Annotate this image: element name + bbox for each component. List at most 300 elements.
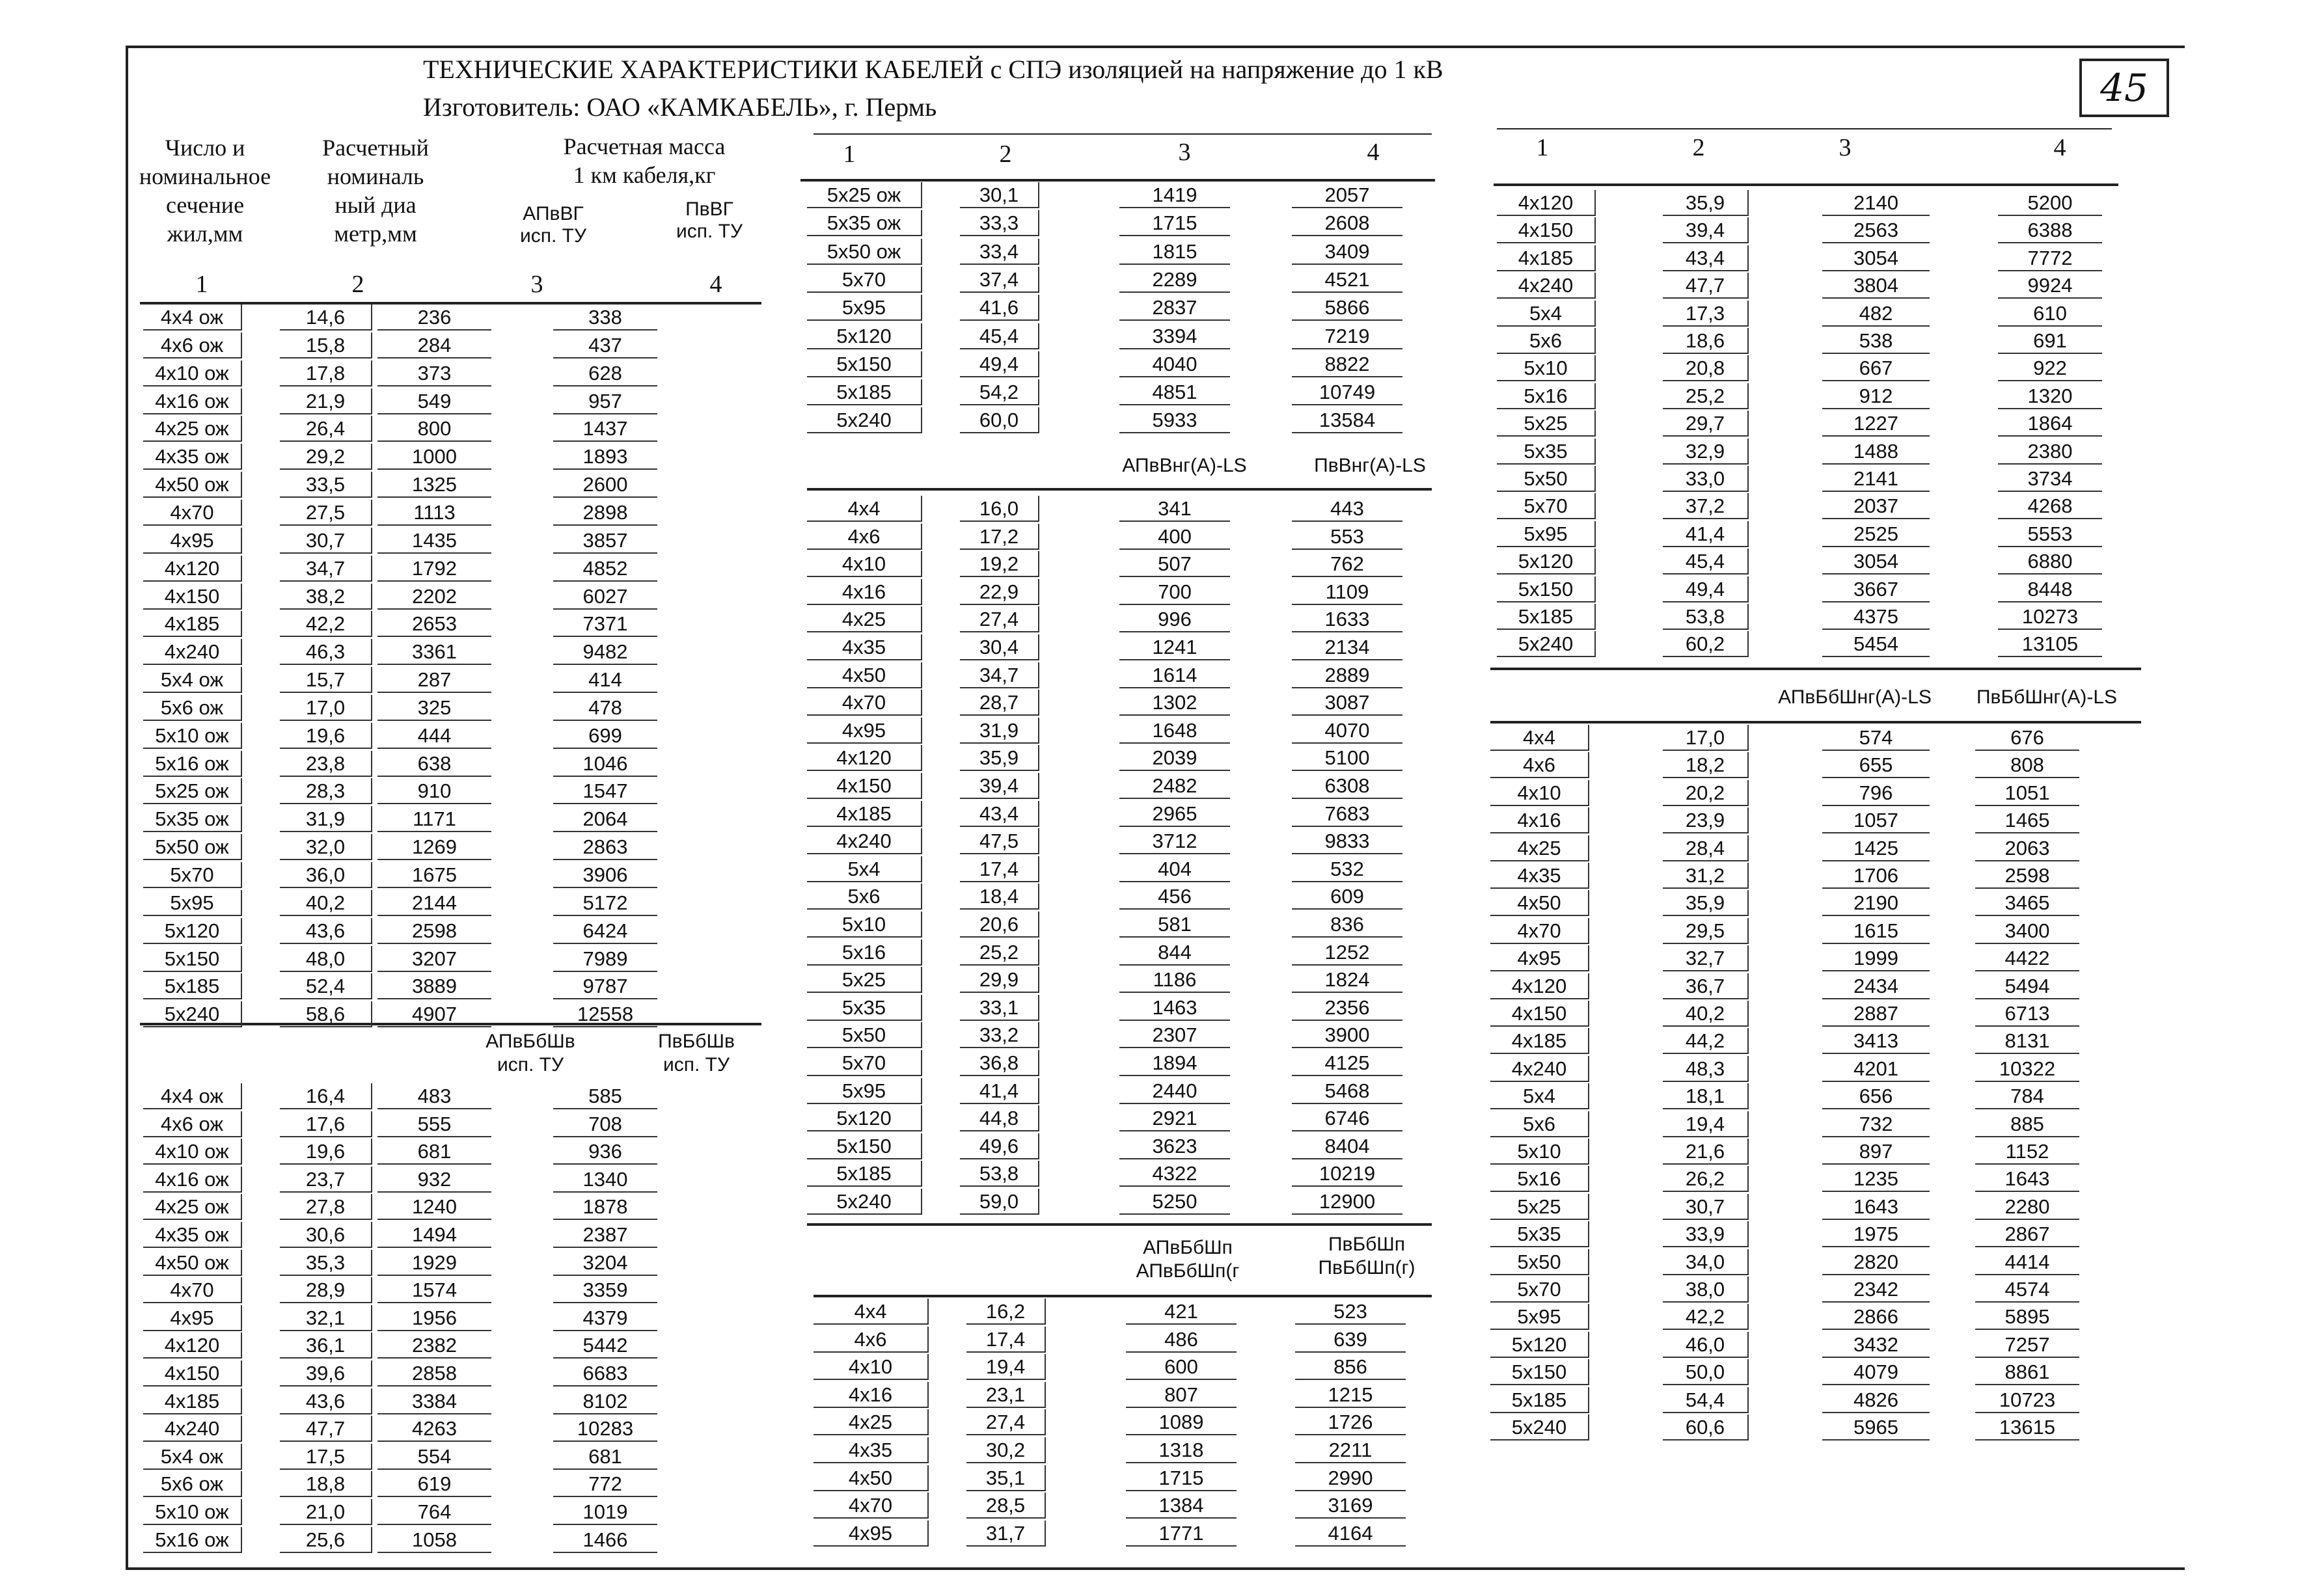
mass-col3-cell: 2202 bbox=[377, 584, 491, 610]
mass-col4-cell: 532 bbox=[1292, 856, 1402, 882]
cross-section-cell: 5x150 bbox=[807, 351, 922, 377]
diameter-cell: 16,0 bbox=[960, 496, 1039, 522]
table-row bbox=[807, 745, 1370, 771]
mass-col3-cell: 1325 bbox=[377, 472, 491, 498]
mass-col3-cell: 1648 bbox=[1119, 718, 1230, 744]
s7-header-col3: АПвБбШнг(А)-LS bbox=[1778, 686, 1932, 708]
diameter-cell: 25,2 bbox=[1663, 383, 1749, 409]
mass-col4-cell: 639 bbox=[1295, 1327, 1406, 1353]
mass-col4-cell: 3409 bbox=[1292, 239, 1402, 265]
mass-col4-cell: 772 bbox=[553, 1471, 657, 1497]
mass-col3-cell: 5933 bbox=[1119, 407, 1230, 433]
diameter-cell: 20,8 bbox=[1663, 355, 1749, 381]
diameter-cell: 36,0 bbox=[280, 862, 372, 888]
cross-section-cell: 4x70 bbox=[143, 1277, 242, 1303]
mass-col4-cell: 1633 bbox=[1292, 606, 1402, 632]
table-row bbox=[143, 834, 628, 860]
colnum-right-1: 1 bbox=[1536, 134, 1549, 161]
cross-section-cell: 5x16 ож bbox=[143, 1527, 242, 1553]
mass-col3-cell: 3667 bbox=[1822, 576, 1930, 602]
s5-rule-top bbox=[807, 1223, 1432, 1226]
mass-col4-cell: 2064 bbox=[553, 806, 657, 832]
table-row bbox=[143, 388, 622, 414]
table-row bbox=[143, 1277, 628, 1303]
diameter-cell: 23,7 bbox=[280, 1167, 372, 1193]
header-rule-right bbox=[1494, 183, 2118, 186]
table-row bbox=[807, 1050, 1370, 1076]
diameter-cell: 19,6 bbox=[280, 723, 372, 749]
page-number: 45 bbox=[2079, 59, 2169, 117]
diameter-cell: 28,7 bbox=[960, 690, 1039, 716]
mass-col3-cell: 1425 bbox=[1822, 835, 1930, 861]
s2-header-col3: АПвБбШв исп. ТУ bbox=[485, 1031, 575, 1075]
mass-col4-cell: 4414 bbox=[1975, 1249, 2079, 1275]
mass-col4-cell: 1864 bbox=[1998, 411, 2102, 437]
mass-col3-cell: 1302 bbox=[1119, 690, 1230, 716]
diameter-cell: 30,2 bbox=[966, 1437, 1046, 1463]
cross-section-cell: 5x16 bbox=[807, 940, 922, 966]
diameter-cell: 41,6 bbox=[960, 295, 1039, 321]
mass-col3-cell: 2039 bbox=[1119, 745, 1230, 771]
mass-col3-cell: 3394 bbox=[1119, 323, 1230, 349]
cross-section-cell: 4x150 bbox=[1490, 1001, 1589, 1027]
table-row bbox=[143, 1332, 628, 1359]
mass-col3-cell: 1057 bbox=[1822, 807, 1930, 833]
mass-col3-cell: 3432 bbox=[1822, 1332, 1930, 1358]
table-row bbox=[143, 1416, 634, 1442]
mass-col4-cell: 5200 bbox=[1998, 190, 2102, 216]
diameter-cell: 35,9 bbox=[1663, 190, 1749, 216]
mass-col3-cell: 1235 bbox=[1822, 1166, 1930, 1192]
cross-section-cell: 5x95 bbox=[807, 1078, 922, 1104]
mass-col3-cell: 1894 bbox=[1119, 1050, 1230, 1076]
mass-col3-cell: 1815 bbox=[1119, 239, 1230, 265]
mass-col3-cell: 1956 bbox=[377, 1305, 491, 1331]
mass-col4-cell: 3400 bbox=[1975, 918, 2079, 944]
cross-section-cell: 4x10 bbox=[814, 1354, 929, 1380]
cross-section-cell: 5x120 bbox=[1497, 548, 1596, 575]
cross-section-cell: 4x6 ож bbox=[143, 1111, 242, 1137]
table-row bbox=[143, 890, 628, 916]
mass-col4-cell: 8102 bbox=[553, 1388, 657, 1414]
mass-col4-cell: 3204 bbox=[553, 1250, 657, 1276]
mass-col3-cell: 1419 bbox=[1119, 182, 1230, 208]
mass-col4-cell: 7683 bbox=[1292, 801, 1402, 827]
table-row bbox=[143, 611, 628, 637]
mass-col3-cell: 2440 bbox=[1119, 1078, 1230, 1104]
mass-col3-cell: 619 bbox=[377, 1471, 491, 1497]
table-row bbox=[1490, 945, 2050, 971]
diameter-cell: 36,8 bbox=[960, 1050, 1039, 1076]
table-row bbox=[143, 918, 628, 944]
mass-col3-cell: 1715 bbox=[1119, 210, 1230, 236]
cross-section-cell: 4x50 bbox=[807, 662, 922, 688]
mass-col4-cell: 5442 bbox=[553, 1332, 657, 1359]
mass-col3-cell: 486 bbox=[1126, 1327, 1237, 1353]
mass-col3-cell: 2820 bbox=[1822, 1249, 1930, 1275]
table-row bbox=[1490, 973, 2050, 999]
diameter-cell: 21,9 bbox=[280, 388, 372, 414]
mass-col4-cell: 9924 bbox=[1998, 273, 2102, 299]
title-line-2: Изготовитель: ОАО «КАМКАБЕЛЬ», г. Пермь bbox=[423, 92, 937, 122]
cross-section-cell: 4x25 bbox=[814, 1409, 929, 1435]
cross-section-cell: 5x35 bbox=[1497, 439, 1596, 465]
mass-col4-cell: 1465 bbox=[1975, 807, 2079, 833]
header-col34: Расчетная масса 1 км кабеля,кг bbox=[563, 133, 726, 188]
diameter-cell: 44,2 bbox=[1663, 1028, 1749, 1054]
table-row bbox=[143, 1388, 628, 1414]
diameter-cell: 45,4 bbox=[1663, 548, 1749, 575]
table-row bbox=[807, 295, 1370, 321]
mass-col3-cell: 1058 bbox=[377, 1527, 491, 1553]
mass-col4-cell: 1547 bbox=[553, 778, 657, 804]
mass-col4-cell: 8448 bbox=[1998, 576, 2102, 602]
diameter-cell: 47,7 bbox=[1663, 273, 1749, 299]
mass-col3-cell: 932 bbox=[377, 1167, 491, 1193]
table-row bbox=[143, 639, 628, 665]
diameter-cell: 53,8 bbox=[960, 1161, 1039, 1187]
mass-col4-cell: 10749 bbox=[1292, 379, 1402, 405]
diameter-cell: 35,9 bbox=[960, 745, 1039, 771]
cross-section-cell: 4x4 bbox=[1490, 725, 1589, 751]
mass-col4-cell: 2867 bbox=[1975, 1221, 2079, 1247]
cross-section-cell: 5x70 bbox=[1490, 1277, 1589, 1303]
s4-rule bbox=[807, 488, 1432, 491]
table-row bbox=[143, 500, 628, 526]
mass-col3-cell: 2141 bbox=[1822, 466, 1930, 492]
cross-section-cell: 5x35 bbox=[1490, 1221, 1589, 1247]
table-row bbox=[807, 210, 1370, 236]
diameter-cell: 23,1 bbox=[966, 1382, 1046, 1408]
cross-section-cell: 5x240 bbox=[807, 407, 922, 433]
table-row bbox=[807, 967, 1370, 993]
table-row bbox=[143, 1194, 628, 1220]
mass-col4-cell: 8822 bbox=[1292, 351, 1402, 377]
table-row bbox=[143, 751, 628, 777]
mass-col4-cell: 3465 bbox=[1975, 890, 2079, 916]
mass-col3-cell: 3413 bbox=[1822, 1028, 1930, 1054]
mass-col3-cell: 2289 bbox=[1119, 267, 1230, 293]
mass-col3-cell: 1089 bbox=[1126, 1409, 1237, 1435]
mass-col4-cell: 628 bbox=[553, 360, 657, 386]
mass-col3-cell: 1715 bbox=[1126, 1465, 1237, 1491]
diameter-cell: 29,9 bbox=[960, 967, 1039, 993]
mass-col4-cell: 2057 bbox=[1292, 182, 1402, 208]
diameter-cell: 27,4 bbox=[966, 1409, 1046, 1435]
cross-section-cell: 5x4 bbox=[807, 856, 922, 882]
mass-col4-cell: 414 bbox=[553, 667, 657, 693]
diameter-cell: 42,2 bbox=[1663, 1304, 1749, 1330]
table-row bbox=[1490, 1111, 2044, 1137]
table-row bbox=[143, 1305, 628, 1331]
mass-col3-cell: 581 bbox=[1119, 912, 1230, 938]
mass-col4-cell: 10322 bbox=[1975, 1056, 2079, 1082]
diameter-cell: 16,2 bbox=[966, 1299, 1046, 1325]
mass-col3-cell: 681 bbox=[377, 1139, 491, 1165]
mass-col3-cell: 1643 bbox=[1822, 1194, 1930, 1220]
cross-section-cell: 5x25 bbox=[1497, 411, 1596, 437]
mass-col4-cell: 6027 bbox=[553, 584, 657, 610]
diameter-cell: 26,2 bbox=[1663, 1166, 1749, 1192]
cross-section-cell: 5x4 ож bbox=[143, 667, 242, 693]
table-row bbox=[143, 360, 622, 386]
mass-col3-cell: 796 bbox=[1822, 780, 1930, 806]
table-row bbox=[143, 1360, 628, 1386]
cross-section-cell: 4x185 bbox=[1490, 1028, 1589, 1054]
mass-col3-cell: 341 bbox=[1119, 496, 1230, 522]
mass-col3-cell: 2037 bbox=[1822, 493, 1930, 519]
cross-section-cell: 4x95 bbox=[143, 528, 242, 554]
s2-header-col4: ПвБбШв исп. ТУ bbox=[658, 1031, 735, 1075]
diameter-cell: 34,7 bbox=[960, 662, 1039, 688]
cross-section-cell: 5x25 bbox=[1490, 1194, 1589, 1220]
mass-col4-cell: 9482 bbox=[553, 639, 657, 665]
table-row bbox=[807, 718, 1370, 744]
mass-col4-cell: 13615 bbox=[1975, 1414, 2079, 1440]
table-row bbox=[143, 973, 628, 999]
cross-section-cell: 5x10 ож bbox=[143, 723, 242, 749]
mass-col3-cell: 2653 bbox=[377, 611, 491, 637]
cross-section-cell: 5x6 ож bbox=[143, 695, 242, 721]
mass-col4-cell: 12900 bbox=[1292, 1189, 1402, 1215]
table-row bbox=[143, 472, 628, 498]
diameter-cell: 30,1 bbox=[960, 182, 1039, 208]
cross-section-cell: 5x10 bbox=[1497, 355, 1596, 381]
mass-col3-cell: 5250 bbox=[1119, 1189, 1230, 1215]
cross-section-cell: 4x25 bbox=[807, 606, 922, 632]
colnum-2: 2 bbox=[351, 271, 364, 298]
mass-col3-cell: 844 bbox=[1119, 940, 1230, 966]
diameter-cell: 17,6 bbox=[280, 1111, 372, 1137]
table-row bbox=[807, 182, 1370, 208]
diameter-cell: 28,5 bbox=[966, 1493, 1046, 1519]
diameter-cell: 41,4 bbox=[960, 1078, 1039, 1104]
mass-col4-cell: 478 bbox=[553, 695, 657, 721]
mass-col4-cell: 7257 bbox=[1975, 1332, 2079, 1358]
mass-col4-cell: 13105 bbox=[1998, 631, 2102, 657]
mass-col4-cell: 2889 bbox=[1292, 662, 1402, 688]
cross-section-cell: 5x120 bbox=[1490, 1332, 1589, 1358]
mass-col3-cell: 2858 bbox=[377, 1360, 491, 1386]
mass-col3-cell: 5454 bbox=[1822, 631, 1930, 657]
mass-col4-cell: 808 bbox=[1975, 752, 2079, 778]
mass-col4-cell: 9787 bbox=[553, 973, 657, 999]
cross-section-cell: 5x185 bbox=[807, 1161, 922, 1187]
cross-section-cell: 4x120 bbox=[1497, 190, 1596, 216]
table-row bbox=[143, 1499, 628, 1525]
table-row bbox=[1490, 1414, 2056, 1440]
mass-col3-cell: 2144 bbox=[377, 890, 491, 916]
mass-col3-cell: 1384 bbox=[1126, 1493, 1237, 1519]
mass-col4-cell: 699 bbox=[553, 723, 657, 749]
diameter-cell: 43,6 bbox=[280, 918, 372, 944]
cross-section-cell: 5x70 bbox=[143, 862, 242, 888]
table-row bbox=[807, 662, 1370, 688]
mass-col4-cell: 9833 bbox=[1292, 828, 1402, 854]
diameter-cell: 36,1 bbox=[280, 1332, 372, 1359]
mass-col4-cell: 2387 bbox=[553, 1222, 657, 1248]
table-row bbox=[1490, 1056, 2056, 1082]
mass-col3-cell: 555 bbox=[377, 1111, 491, 1137]
table-row bbox=[807, 267, 1370, 293]
diameter-cell: 59,0 bbox=[960, 1189, 1039, 1215]
diameter-cell: 29,7 bbox=[1663, 411, 1749, 437]
mass-col4-cell: 1019 bbox=[553, 1499, 657, 1525]
cross-section-cell: 4x50 bbox=[1490, 890, 1589, 916]
diameter-cell: 47,7 bbox=[280, 1416, 372, 1442]
table-row bbox=[1490, 918, 2050, 944]
diameter-cell: 49,4 bbox=[960, 351, 1039, 377]
mass-col4-cell: 676 bbox=[1975, 725, 2079, 751]
diameter-cell: 43,6 bbox=[280, 1388, 372, 1414]
cross-section-cell: 4x6 bbox=[1490, 752, 1589, 778]
colnum-1: 1 bbox=[195, 271, 208, 298]
mass-col4-cell: 4125 bbox=[1292, 1050, 1402, 1076]
diameter-cell: 46,3 bbox=[280, 639, 372, 665]
diameter-cell: 19,4 bbox=[1663, 1111, 1749, 1137]
diameter-cell: 18,1 bbox=[1663, 1083, 1749, 1109]
mass-col3-cell: 2434 bbox=[1822, 973, 1930, 999]
diameter-cell: 60,6 bbox=[1663, 1414, 1749, 1440]
cross-section-cell: 5x6 bbox=[1497, 328, 1596, 354]
diameter-cell: 54,4 bbox=[1663, 1387, 1749, 1413]
diameter-cell: 27,8 bbox=[280, 1194, 372, 1220]
table-row bbox=[807, 1022, 1370, 1048]
diameter-cell: 31,2 bbox=[1663, 863, 1749, 889]
mass-col4-cell: 2134 bbox=[1292, 634, 1402, 660]
mass-col4-cell: 3857 bbox=[553, 528, 657, 554]
cross-section-cell: 5x120 bbox=[143, 918, 242, 944]
diameter-cell: 33,5 bbox=[280, 472, 372, 498]
s4-header-col3: АПвВнг(А)-LS bbox=[1122, 455, 1247, 476]
mass-col4-cell: 5172 bbox=[553, 890, 657, 916]
diameter-cell: 33,2 bbox=[960, 1022, 1039, 1048]
diameter-cell: 17,3 bbox=[1663, 301, 1749, 327]
mass-col3-cell: 554 bbox=[377, 1444, 491, 1470]
cross-section-cell: 5x6 bbox=[807, 884, 922, 910]
cross-section-cell: 4x150 bbox=[143, 584, 242, 610]
diameter-cell: 17,8 bbox=[280, 360, 372, 386]
diameter-cell: 30,6 bbox=[280, 1222, 372, 1248]
mass-col3-cell: 1171 bbox=[377, 806, 491, 832]
table-row bbox=[1490, 1277, 2050, 1303]
diameter-cell: 37,2 bbox=[1663, 493, 1749, 519]
cross-section-cell: 4x185 bbox=[143, 1388, 242, 1414]
cross-section-cell: 5x4 bbox=[1490, 1083, 1589, 1109]
mass-col4-cell: 3169 bbox=[1295, 1493, 1406, 1519]
mass-col3-cell: 1614 bbox=[1119, 662, 1230, 688]
mass-col4-cell: 1466 bbox=[553, 1527, 657, 1553]
mass-col4-cell: 691 bbox=[1998, 328, 2102, 354]
mass-col4-cell: 4070 bbox=[1292, 718, 1402, 744]
mass-col4-cell: 4521 bbox=[1292, 267, 1402, 293]
cross-section-cell: 5x50 bbox=[1490, 1249, 1589, 1275]
mass-col3-cell: 4322 bbox=[1119, 1161, 1230, 1187]
diameter-cell: 21,6 bbox=[1663, 1139, 1749, 1165]
mass-col4-cell: 2356 bbox=[1292, 995, 1402, 1021]
diameter-cell: 33,9 bbox=[1663, 1221, 1749, 1247]
mass-col3-cell: 4851 bbox=[1119, 379, 1230, 405]
diameter-cell: 47,5 bbox=[960, 828, 1039, 854]
cross-section-cell: 4x6 bbox=[814, 1327, 929, 1353]
mass-col4-cell: 10273 bbox=[1998, 604, 2102, 630]
table-row bbox=[807, 323, 1370, 349]
header-rule-right-top bbox=[1497, 128, 2112, 129]
diameter-cell: 16,4 bbox=[280, 1083, 372, 1109]
diameter-cell: 19,6 bbox=[280, 1139, 372, 1165]
mass-col3-cell: 1494 bbox=[377, 1222, 491, 1248]
mass-col3-cell: 1227 bbox=[1822, 411, 1930, 437]
cross-section-cell: 5x95 bbox=[807, 295, 922, 321]
table-row bbox=[1490, 1001, 2050, 1027]
colnum-3: 3 bbox=[530, 271, 543, 298]
cross-section-cell: 5x185 bbox=[1490, 1387, 1589, 1413]
table-row bbox=[143, 723, 622, 749]
cross-section-cell: 4x70 bbox=[143, 500, 242, 526]
cross-section-cell: 5x185 bbox=[1497, 604, 1596, 630]
diameter-cell: 17,4 bbox=[960, 856, 1039, 882]
diameter-cell: 29,5 bbox=[1663, 918, 1749, 944]
mass-col3-cell: 325 bbox=[377, 695, 491, 721]
mass-col4-cell: 2863 bbox=[553, 834, 657, 860]
mass-col3-cell: 1318 bbox=[1126, 1437, 1237, 1463]
diameter-cell: 38,2 bbox=[280, 584, 372, 610]
table-row bbox=[143, 1167, 628, 1193]
cross-section-cell: 5x10 bbox=[807, 912, 922, 938]
table-row bbox=[143, 556, 628, 582]
table-row bbox=[143, 1111, 622, 1137]
mass-col3-cell: 483 bbox=[377, 1083, 491, 1109]
diameter-cell: 39,6 bbox=[280, 1360, 372, 1386]
mass-col4-cell: 936 bbox=[553, 1139, 657, 1165]
mass-col3-cell: 482 bbox=[1822, 301, 1930, 327]
mass-col4-cell: 1252 bbox=[1292, 940, 1402, 966]
diameter-cell: 31,9 bbox=[960, 718, 1039, 744]
mass-col3-cell: 732 bbox=[1822, 1111, 1930, 1137]
diameter-cell: 35,3 bbox=[280, 1250, 372, 1276]
cross-section-cell: 5x95 bbox=[1490, 1304, 1589, 1330]
cross-section-cell: 4x185 bbox=[807, 801, 922, 827]
cross-section-cell: 4x10 ож bbox=[143, 1139, 242, 1165]
mass-col3-cell: 421 bbox=[1126, 1299, 1237, 1325]
mass-col3-cell: 1706 bbox=[1822, 863, 1930, 889]
mass-col4-cell: 553 bbox=[1292, 524, 1402, 550]
cross-section-cell: 5x95 bbox=[1497, 521, 1596, 547]
diameter-cell: 43,4 bbox=[1663, 245, 1749, 271]
mass-col3-cell: 3889 bbox=[377, 973, 491, 999]
mass-col4-cell: 4268 bbox=[1998, 493, 2102, 519]
mass-col3-cell: 3384 bbox=[377, 1388, 491, 1414]
mass-col4-cell: 3900 bbox=[1292, 1022, 1402, 1048]
cross-section-cell: 4x35 bbox=[1490, 863, 1589, 889]
diameter-cell: 32,0 bbox=[280, 834, 372, 860]
cross-section-cell: 4x10 ож bbox=[143, 360, 242, 386]
cross-section-cell: 4x16 ож bbox=[143, 388, 242, 414]
diameter-cell: 29,2 bbox=[280, 444, 372, 470]
cross-section-cell: 5x120 bbox=[807, 1105, 922, 1131]
diameter-cell: 32,9 bbox=[1663, 439, 1749, 465]
mass-col4-cell: 957 bbox=[553, 388, 657, 414]
mass-col4-cell: 856 bbox=[1295, 1354, 1406, 1380]
mass-col3-cell: 2342 bbox=[1822, 1277, 1930, 1303]
mass-col3-cell: 638 bbox=[377, 751, 491, 777]
mass-col3-cell: 4263 bbox=[377, 1416, 491, 1442]
cross-section-cell: 4x120 bbox=[1490, 973, 1589, 999]
mass-col3-cell: 574 bbox=[1822, 725, 1930, 751]
table-row bbox=[807, 379, 1376, 405]
cross-section-cell: 5x25 ож bbox=[807, 182, 922, 208]
mass-col4-cell: 609 bbox=[1292, 884, 1402, 910]
